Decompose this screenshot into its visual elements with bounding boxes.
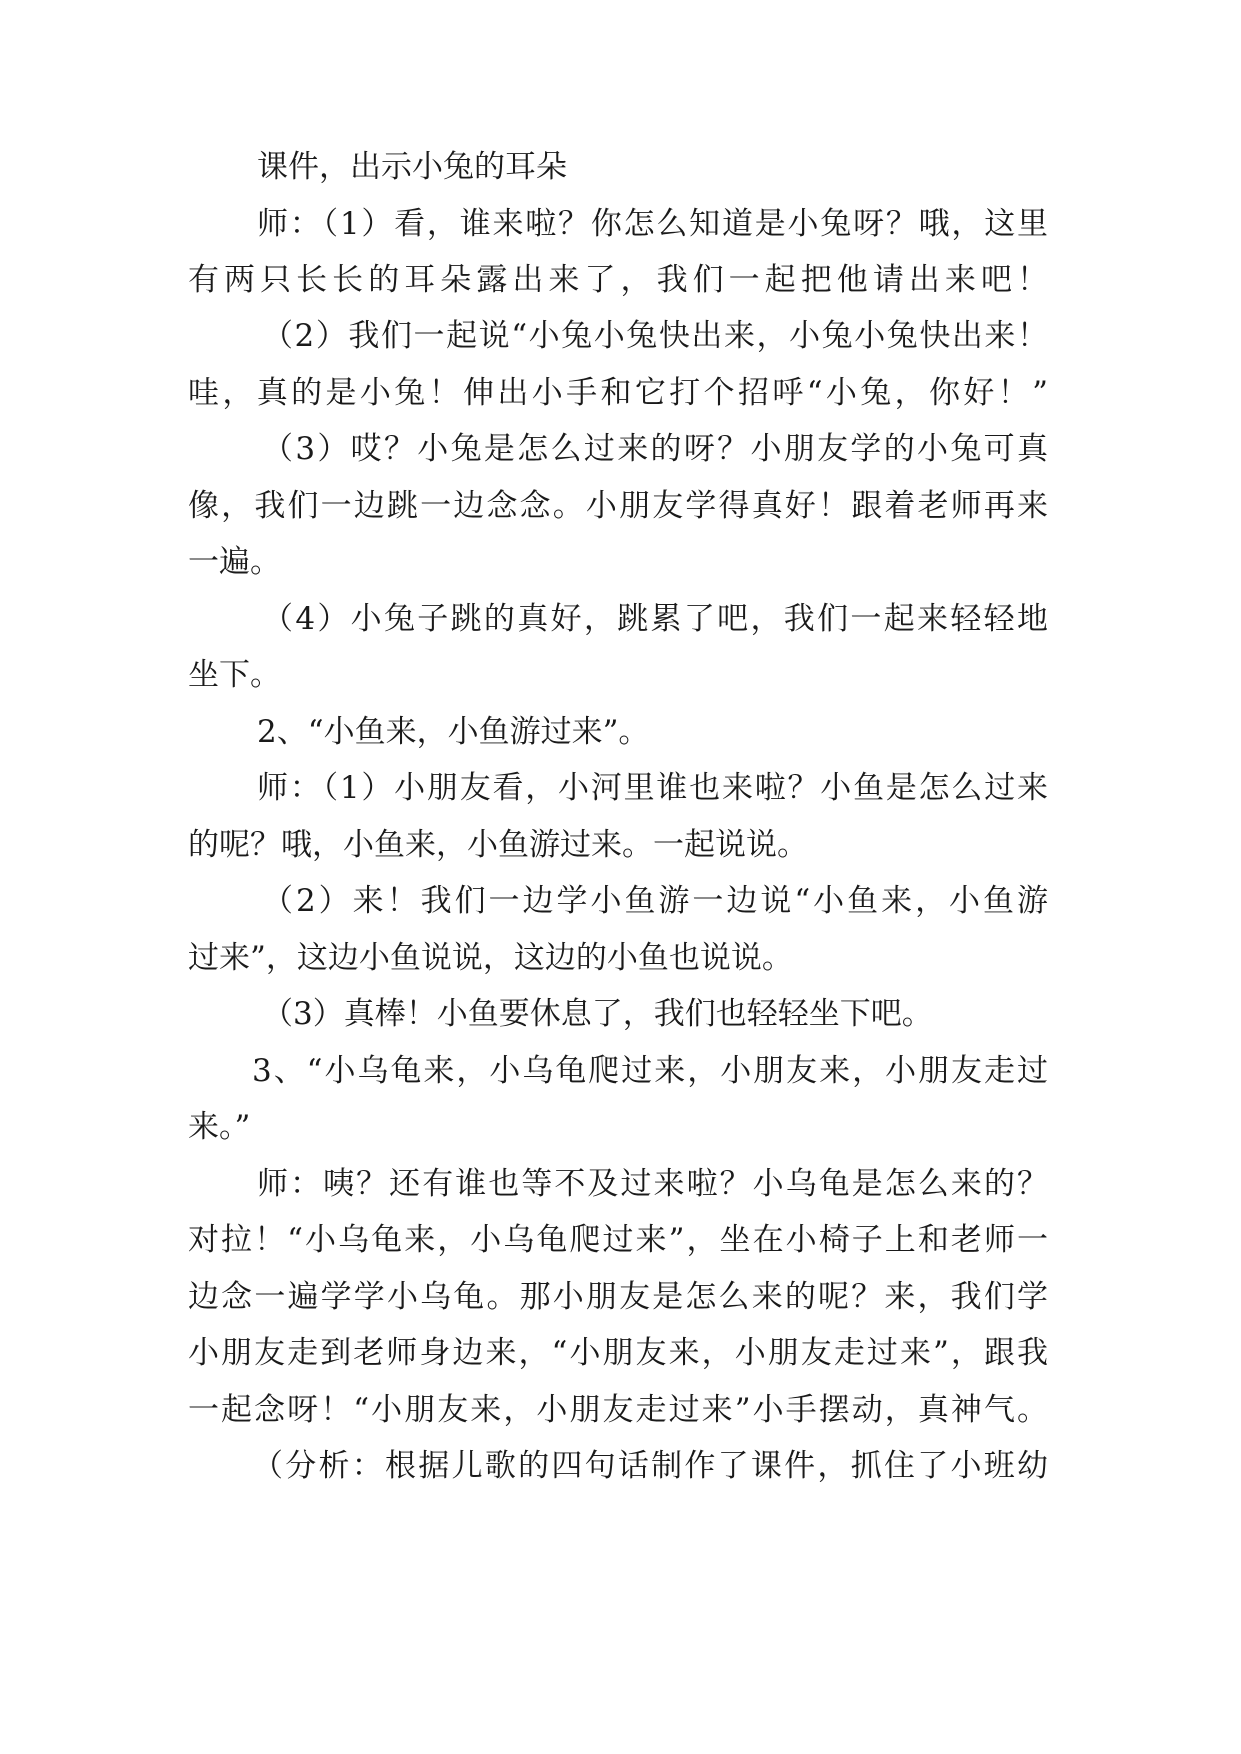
paragraph-line: （4）小兔子跳的真好，跳累了吧，我们一起来轻轻地 bbox=[262, 601, 1048, 637]
paragraph-line: （分析：根据儿歌的四句话制作了课件，抓住了小班幼 bbox=[252, 1448, 1048, 1484]
paragraph-line: 的呢？哦，小鱼来，小鱼游过来。一起说说。 bbox=[188, 827, 808, 863]
paragraph-line: 一遍。 bbox=[188, 544, 281, 580]
paragraph-line: 师：（1）看，谁来啦？你怎么知道是小兔呀？哦，这里 bbox=[257, 206, 1048, 242]
paragraph-line: 课件，出示小兔的耳朵 bbox=[257, 149, 567, 185]
paragraph-line: 有两只长长的耳朵露出来了，我们一起把他请出来吧！ bbox=[188, 262, 1048, 298]
paragraph-line: 2、“小鱼来，小鱼游过来”。 bbox=[257, 714, 650, 750]
paragraph-line: （3）哎？小兔是怎么过来的呀？小朋友学的小兔可真 bbox=[262, 431, 1048, 467]
paragraph-line: 像，我们一边跳一边念念。小朋友学得真好！跟着老师再来 bbox=[188, 488, 1048, 524]
paragraph-line: 边念一遍学学小乌龟。那小朋友是怎么来的呢？来，我们学 bbox=[188, 1279, 1048, 1315]
paragraph-line: （3）真棒！小鱼要休息了，我们也轻轻坐下吧。 bbox=[262, 996, 933, 1032]
paragraph-line: 哇，真的是小兔！伸出小手和它打个招呼“小兔，你好！” bbox=[188, 375, 1048, 411]
paragraph-line: （2）我们一起说“小兔小兔快出来，小兔小兔快出来！ bbox=[262, 318, 1048, 354]
paragraph-line: 师：（1）小朋友看，小河里谁也来啦？小鱼是怎么过来 bbox=[257, 770, 1048, 806]
paragraph-line: 小朋友走到老师身边来，“小朋友来，小朋友走过来”，跟我 bbox=[188, 1335, 1048, 1371]
paragraph-line: 坐下。 bbox=[188, 657, 281, 693]
paragraph-line: 师：咦？还有谁也等不及过来啦？小乌龟是怎么来的？ bbox=[257, 1166, 1048, 1202]
paragraph-line: 对拉！“小乌龟来，小乌龟爬过来”，坐在小椅子上和老师一 bbox=[188, 1222, 1048, 1258]
paragraph-line: 一起念呀！“小朋友来，小朋友走过来”小手摆动，真神气。 bbox=[188, 1392, 1048, 1428]
paragraph-line: （2）来！我们一边学小鱼游一边说“小鱼来，小鱼游 bbox=[262, 883, 1048, 919]
paragraph-line: 过来”，这边小鱼说说，这边的小鱼也说说。 bbox=[188, 940, 793, 976]
paragraph-line: 来。” bbox=[188, 1109, 251, 1145]
paragraph-line: 3、“小乌龟来，小乌龟爬过来，小朋友来，小朋友走过 bbox=[252, 1053, 1048, 1089]
